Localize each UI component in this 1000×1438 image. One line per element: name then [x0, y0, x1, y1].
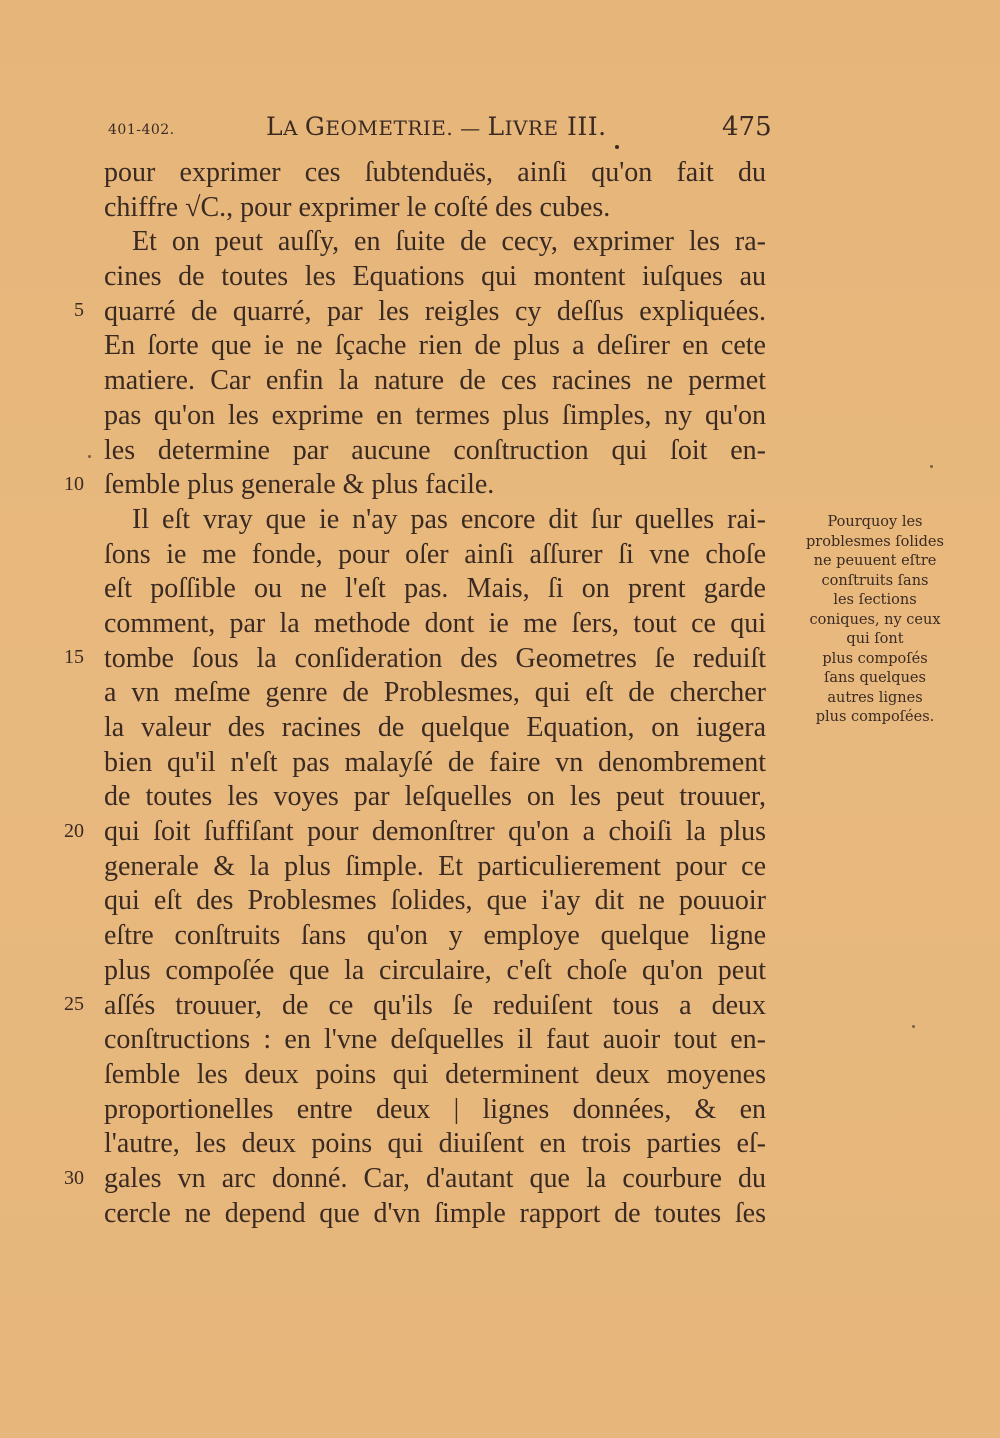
margin-note-line: Pourquoy les: [827, 514, 923, 530]
text-line: quarré de quarré, par les reigles cy deſſus expliquées.: [104, 295, 766, 327]
text-line: bien qu'il n'eſt pas malayſé de faire vn denombrement: [104, 746, 766, 778]
text-line: matiere. Car enfin la nature de ces racines ne permet: [104, 365, 766, 397]
body-text: [104, 156, 766, 1231]
text-line: tombe ſous la conſideration des Geometres ſe reduiſt: [104, 642, 766, 674]
running-title-part: L: [487, 112, 505, 141]
margin-note-line: les ſections: [833, 592, 917, 608]
text-line: ſemble les deux poins qui determinent deux moyenes: [104, 1058, 766, 1090]
page-number: 475: [722, 112, 772, 142]
margin-note: [790, 513, 960, 728]
text-line: generale & la plus ſimple. Et particulierement pour ce: [104, 850, 766, 882]
margin-note-line: autres lignes: [827, 689, 923, 706]
ink-dot: [615, 145, 619, 149]
text-line: aſſés trouuer, de ce qu'ils ſe reduiſent tous a deux: [104, 989, 766, 1021]
margin-note-line: ne peuuent eſtre: [813, 553, 937, 569]
running-title-part: IVRE: [504, 116, 559, 140]
running-title-part: L: [266, 112, 284, 141]
text-line: ſons ie me fonde, pour oſer ainſi aſſurer ſi vne choſe: [104, 538, 766, 570]
text-line: gales vn arc donné. Car, d'autant que la courbure du: [104, 1162, 766, 1194]
line-number: 30: [64, 1167, 84, 1189]
line-number: 25: [64, 993, 84, 1015]
line-number: 10: [64, 473, 84, 495]
margin-note-line: plus compoſés: [822, 650, 928, 667]
text-line: cercle ne depend que d'vn ſimple rapport de toutes ſes: [104, 1197, 766, 1229]
text-line: proportionelles entre deux | lignes données, & en: [104, 1093, 766, 1125]
page-range: 401-402.: [108, 122, 175, 138]
paper-speck: [912, 1025, 915, 1028]
margin-note-line: plus compoſées.: [815, 709, 935, 725]
text-line: pour exprimer ces ſubtenduës, ainſi qu'on fait du: [104, 157, 766, 188]
running-title: [266, 112, 607, 141]
text-line: Et on peut auſſy, en ſuite de cecy, exprimer les ra-: [132, 226, 766, 258]
text-line: a vn meſme genre de Problesmes, qui eſt de chercher: [104, 677, 766, 709]
text-line: qui ſoit ſuffiſant pour demonſtrer qu'on a choiſi la plus: [104, 816, 766, 848]
line-number: 15: [64, 646, 84, 668]
text-line: la valeur des racines de quelque Equation, on iugera: [104, 712, 766, 743]
text-line: En ſorte que ie ne ſçache rien de plus a deſirer en cete: [104, 330, 766, 362]
text-line: plus compoſée que la circulaire, c'eſt choſe qu'on peut: [104, 954, 766, 986]
text-line: comment, par la methode dont ie me ſers, tout ce qui: [104, 607, 766, 639]
running-title-part: III.: [558, 112, 607, 141]
text-line: de toutes les voyes par leſquelles on les peut trouuer,: [104, 781, 766, 813]
text-line: qui eſt des Problesmes ſolides, que i'ay dit ne pouuoir: [104, 885, 766, 917]
text-line: pas qu'on les exprime en termes plus ſimples, ny qu'on: [104, 399, 766, 431]
running-title-part: A: [283, 116, 305, 140]
margin-note-line: ſans quelques: [824, 670, 926, 686]
text-line: Il eſt vray que ie n'ay pas encore dit ſur quelles rai-: [132, 503, 766, 535]
margin-note-line: coniques, ny ceux: [809, 611, 941, 628]
text-line: eſt poſſible ou ne l'eſt pas. Mais, ſi on prent garde: [104, 573, 766, 605]
margin-note-line: problesmes ſolides: [806, 533, 944, 550]
text-line: l'autre, les deux poins qui diuiſent en trois parties eſ-: [104, 1128, 766, 1160]
text-line: chiffre √C., pour exprimer le coſté des cubes.: [104, 191, 611, 223]
text-line: eſtre conſtruits ſans qu'on y employe quelque ligne: [104, 920, 766, 952]
line-number: 5: [74, 299, 84, 321]
paper-speck: [88, 455, 91, 458]
line-number: 20: [64, 820, 84, 842]
paper-speck: [930, 465, 933, 468]
margin-note-line: conſtruits ſans: [821, 572, 929, 589]
margin-note-line: qui ſont: [846, 631, 904, 647]
running-header: [0, 112, 1000, 148]
running-title-part: G: [304, 112, 326, 141]
text-line: cines de toutes les Equations qui montent iuſques au: [104, 261, 766, 293]
text-line: les determine par aucune conſtruction qui ſoit en-: [104, 434, 766, 466]
text-line: conſtructions : en l'vne deſquelles il faut auoir tout en-: [104, 1024, 766, 1056]
text-line: ſemble plus generale & plus facile.: [104, 469, 495, 501]
running-title-part: EOMETRIE. —: [325, 116, 488, 140]
